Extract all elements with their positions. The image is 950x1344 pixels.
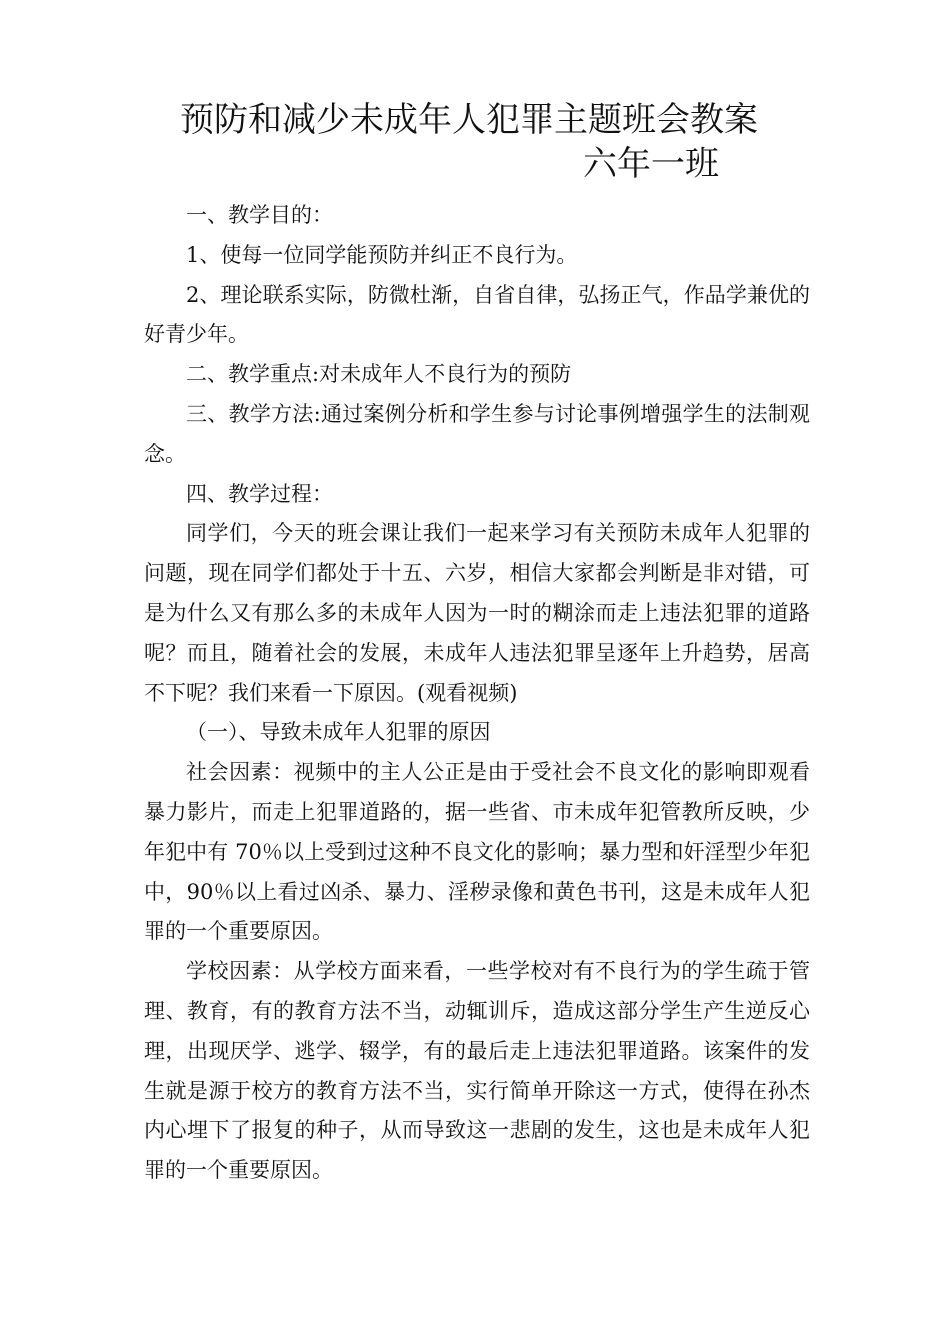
paragraph-section-goals-heading: 一、教学目的： <box>186 203 333 227</box>
paragraph-school-factors: 学校因素：从学校方面来看，一些学校对有不良行为的学生疏于管理、教育，有的教育方法不当，动辄训斥，造成这部分学生产生逆反心理，出现厌学、逃学、辍学，有的最后走上违法犯罪道路。该案件的发生就是源于校方的教育方法不当，实行简单开除这一方式，使得在孙杰内心埋下了报复的种子，从而导致这一悲剧的发生，这也是未成年人犯罪的一个重要原因。 <box>144 959 810 1183</box>
paragraph-goal-2: 2、理论联系实际，防微杜渐，自省自律，弘扬正气，作品学兼优的好青少年。 <box>144 282 810 347</box>
paragraph-focus: 二、教学重点:对未成年人不良行为的预防 <box>186 362 572 387</box>
paragraph-process-heading: 四、教学过程： <box>186 481 333 506</box>
document-body <box>144 196 810 1191</box>
paragraph-social-factors: 社会因素：视频中的主人公正是由于受社会不良文化的影响即观看暴力影片，而走上犯罪道路的，据一些省、市未成年犯管教所反映，少年犯中有 70％以上受到过这种不良文化的影响；暴力型和奸淫型少年犯中，90％以上看过凶杀、暴力、淫秽录像和黄色书刊，这是未成年人犯罪的一个重要原因。 <box>144 760 810 944</box>
class-name: 六年一班 <box>583 144 719 184</box>
paragraph-goal-1: 1、使每一位同学能预防并纠正不良行为。 <box>186 242 578 267</box>
paragraph-causes-heading: （一）、导致未成年人犯罪的原因 <box>186 720 491 745</box>
paragraph-method: 三、教学方法:通过案例分析和学生参与讨论事例增强学生的法制观念。 <box>144 401 810 466</box>
document-title: 预防和减少未成年人犯罪主题班会教案 <box>180 100 758 140</box>
paragraph-introduction: 同学们，今天的班会课让我们一起来学习有关预防未成年人犯罪的问题，现在同学们都处于十五、六岁，相信大家都会判断是非对错，可是为什么又有那么多的未成年人因为一时的糊涂而走上违法犯罪的道路呢？而且，随着社会的发展，未成年人违法犯罪呈逐年上升趋势，居高不下呢？我们来看一下原因。(观看视频) <box>144 521 810 705</box>
